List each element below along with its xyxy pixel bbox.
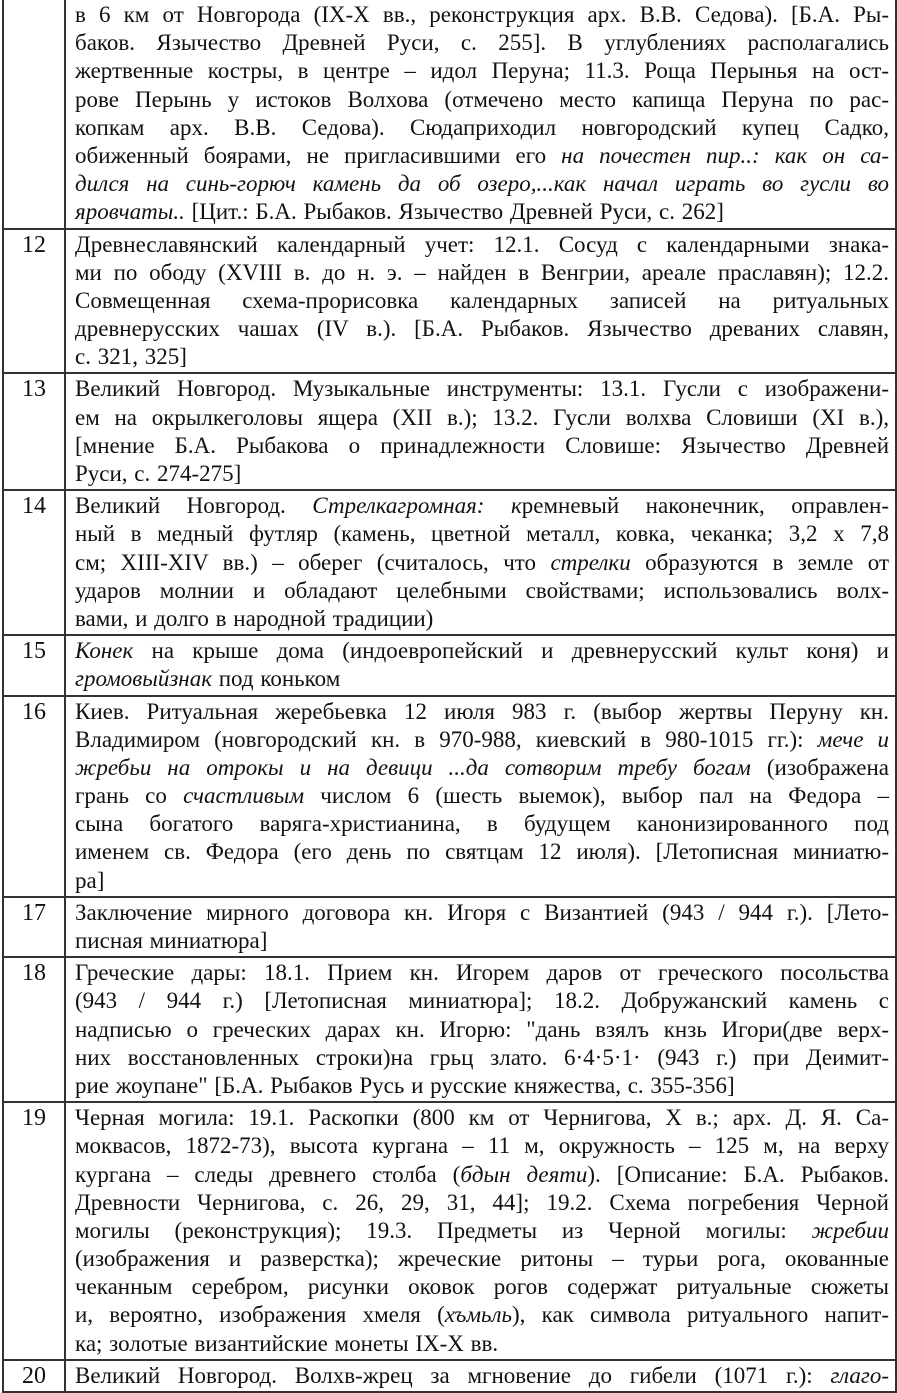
text-line [75, 142, 889, 170]
text-segment: Заключение мирного договора кн. Игоря с Византией (943 / 944 г.). [Лето- [75, 899, 889, 925]
text-segment: древнерусских чашах (IV в.). [Б.А. Рыбаков. Язычество древаних славян, [75, 316, 889, 342]
text-segment: жертвенные костры, в центре – идол Перуна; 11.3. Роща Перынья на ост- [75, 58, 889, 84]
text-segment: кургана – следы древнего столба ( [75, 1161, 461, 1187]
text-line [75, 1044, 889, 1072]
text-line [75, 343, 889, 371]
text-line [75, 1072, 889, 1100]
table-row [4, 0, 895, 230]
text-line [75, 1104, 889, 1132]
row-number-cell: 12 [4, 230, 66, 373]
text-line [75, 810, 889, 838]
text-segment: рове Перынь у истоков Волхова (отмечено место капища Перуна по рас- [75, 86, 889, 112]
text-line [75, 959, 889, 987]
row-description-cell [66, 697, 895, 896]
text-segment: могилы (реконструкция); 19.3. Предметы из Черной могилы: [75, 1217, 812, 1243]
text-segment: Владимиром (новгородский кн. в 970-988, киевский в 980-1015 гг.): [75, 726, 818, 752]
row-number-cell: 18 [4, 958, 66, 1101]
italic-text-segment: мече и [817, 726, 890, 752]
table-row [4, 636, 895, 696]
text-line [75, 198, 889, 226]
text-segment: Великий Новгород. Музыкальные инструменты: 13.1. Гусли с изображени- [75, 376, 889, 402]
text-segment: в 6 км от Новгорода (IX-X вв., реконструкция арх. В.В. Седова). [Б.А. Ры- [75, 2, 889, 27]
text-segment: Киев. Ритуальная жеребьевка 12 июля 983 г. (выбор жертвы Перуну кн. [75, 698, 889, 724]
table-row [4, 491, 895, 636]
text-segment: вами, и долго в народной традиции) [75, 605, 434, 631]
italic-text-segment: стрелки [550, 549, 631, 575]
text-line [75, 29, 889, 57]
row-description-cell [66, 1103, 895, 1359]
row-number-cell: 17 [4, 898, 66, 956]
text-line [75, 114, 889, 142]
italic-text-segment: хъмьль [444, 1302, 512, 1328]
text-segment: Совмещенная схема-прорисовка календарных записей на ритуальных [75, 287, 889, 313]
text-segment: рие жоупане" [Б.А. Рыбаков Русь и русские княжества, с. 355-356] [75, 1072, 735, 1098]
text-segment: (изображения и разверстка); жреческие ритоны – турьи рога, окованные [75, 1246, 889, 1272]
text-segment: (943 / 944 г.) [Летописная миниатюра]; 18.2. Добружанский камень с [75, 988, 889, 1014]
text-line [75, 1273, 889, 1301]
text-line [75, 927, 889, 955]
text-line [75, 838, 889, 866]
text-segment: с. 321, 325] [75, 344, 187, 370]
text-segment: Древности Чернигова, с. 26, 29, 31, 44]; 19.2. Схема погребения Черной [75, 1189, 889, 1215]
italic-text-segment: на почестен пир..: как он са- [561, 142, 889, 168]
italic-text-segment: глаго- [830, 1362, 889, 1388]
text-segment: Черная могила: 19.1. Раскопки (800 км от Чернигова, X в.; арх. Д. Я. Са- [75, 1105, 889, 1131]
text-segment: Великий Новгород. Волхв-жрец за мгновение до гибели (1071 г.): [75, 1362, 831, 1388]
text-segment: образуются в земле от [630, 549, 889, 575]
text-segment: них восстановленных строки)на грьц злато. 6·4·5·1· (943 г.) при Деимит- [75, 1044, 889, 1070]
text-line [75, 86, 889, 114]
text-segment: писная миниатюра] [75, 928, 268, 953]
text-segment: сына богатого варяга-христианина, в будущем канонизированного под [75, 811, 889, 837]
document-table [2, 0, 897, 1393]
row-description-cell [66, 374, 895, 489]
text-line [75, 726, 889, 754]
text-segment: ка; золотые византийские монеты IX-X вв. [75, 1330, 499, 1356]
italic-text-segment: громовыйзнак [75, 666, 212, 692]
text-segment: [мнение Б.А. Рыбакова о принадлежности Словише: Язычество Древней [75, 432, 889, 458]
text-line [75, 1, 889, 29]
text-segment: грань со [75, 783, 184, 809]
text-segment: обиженный боярами, не пригласившими его [75, 142, 562, 168]
text-line [75, 577, 889, 605]
text-segment: ра] [75, 867, 105, 893]
text-segment: ми по ободу (XVIII в. до н. э. – найден в Венгрии, ареале праславян); 12.2. [75, 259, 889, 285]
text-segment: на крыше дома (индоевропейский и древнерусский культ коня) и [133, 638, 889, 664]
text-line [75, 375, 889, 403]
text-segment: ный в медный футляр (камень, цветной металл, ковка, чеканка; 3,2 х 7,8 [75, 521, 889, 547]
text-segment: см; XIII-XIV вв.) – оберег (считалось, что [75, 549, 551, 575]
table-row [4, 898, 895, 958]
row-description-cell [66, 491, 895, 634]
italic-text-segment: Стрелкагромная: к [312, 493, 522, 519]
row-description-cell [66, 898, 895, 956]
text-line [75, 1161, 889, 1189]
text-line [75, 867, 889, 895]
text-line [75, 404, 889, 432]
text-line [75, 899, 889, 927]
text-segment: моквасов, 1872-73), высота кургана – 11 м, окружность – 125 м, на верху [75, 1133, 889, 1159]
text-line [75, 987, 889, 1015]
text-line [75, 170, 889, 198]
table-row [4, 697, 895, 898]
row-number-cell: 16 [4, 697, 66, 896]
text-line [75, 549, 889, 577]
text-line [75, 782, 889, 810]
text-line [75, 259, 889, 287]
text-segment: баков. Язычество Древней Руси, с. 255]. В углублениях располагались [75, 30, 889, 56]
text-line [75, 287, 889, 315]
italic-text-segment: дился на синь-горюч камень да об озеро,...как начал играть во гусли во [75, 171, 889, 197]
italic-text-segment: жребьи на отрокы и на девици ...да сотворим требу богам [75, 754, 751, 780]
text-segment: копкам арх. В.В. Седова). Сюдаприходил новгородский купец Садко, [75, 114, 889, 140]
italic-text-segment: счастливым [183, 783, 305, 809]
table-row [4, 958, 895, 1103]
text-line [75, 698, 889, 726]
table-row [4, 230, 895, 375]
row-description-cell [66, 0, 895, 228]
text-segment: под коньком [211, 666, 341, 692]
row-description-cell [66, 636, 895, 694]
text-segment: Великий Новгород. [75, 493, 313, 519]
text-line [75, 231, 889, 259]
text-line [75, 520, 889, 548]
text-line [75, 1330, 889, 1358]
text-line [75, 754, 889, 782]
text-line [75, 57, 889, 85]
text-segment: Греческие дары: 18.1. Прием кн. Игорем даров от греческого посольства [75, 960, 889, 986]
text-line [75, 460, 889, 488]
text-line [75, 432, 889, 460]
text-line [75, 1132, 889, 1160]
text-line [75, 1217, 889, 1245]
text-segment: [Цит.: Б.А. Рыбаков. Язычество Древней Руси, с. 262] [184, 199, 724, 225]
table-row [4, 1103, 895, 1361]
row-number-cell: 14 [4, 491, 66, 634]
text-line [75, 637, 889, 665]
text-segment: ремневый наконечник, оправлен- [521, 493, 889, 519]
table-row [4, 374, 895, 491]
text-segment: Руси, с. 274-275] [75, 461, 242, 486]
row-number-cell: 20 [4, 1361, 66, 1391]
row-number-cell [4, 0, 66, 228]
row-number-cell: 15 [4, 636, 66, 694]
row-description-cell [66, 958, 895, 1101]
text-segment: числом 6 (шесть выемок), выбор пал на Федора – [304, 783, 889, 809]
text-line [75, 1362, 889, 1390]
text-line [75, 1301, 889, 1329]
text-segment: и, вероятно, изображения хмеля ( [75, 1302, 445, 1328]
text-segment: ), как символа ритуального напит- [512, 1302, 889, 1328]
text-segment: ударов молнии и обладают целебными свойствами; использовались волх- [75, 577, 889, 603]
table-row [4, 1361, 895, 1393]
text-line [75, 492, 889, 520]
italic-text-segment: яровчаты.. [75, 199, 185, 225]
row-number-cell: 13 [4, 374, 66, 489]
italic-text-segment: Конек [75, 638, 134, 664]
text-segment: чеканным серебром, рисунки оковок рогов содержат ритуальные сюжеты [75, 1274, 889, 1300]
italic-text-segment: жребии [811, 1217, 889, 1243]
text-line [75, 605, 889, 633]
row-description-cell [66, 230, 895, 373]
text-segment: Древнеславянский календарный учет: 12.1. Сосуд с календарными знака- [75, 231, 889, 257]
text-segment: именем св. Федора (его день по святцам 12 июля). [Летописная миниатю- [75, 839, 889, 865]
text-line [75, 665, 889, 693]
text-line [75, 315, 889, 343]
row-description-cell [66, 1361, 895, 1391]
text-segment: надписью о греческих дарах кн. Игорю: "дань взялъ кнзь Игори(две верх- [75, 1016, 889, 1042]
text-line [75, 1189, 889, 1217]
text-segment: ). [Описание: Б.А. Рыбаков. [587, 1161, 889, 1187]
text-segment: ем на окрылкеголовы ящера (XII в.); 13.2. Гусли волхва Словиши (XI в.), [75, 404, 889, 430]
text-line [75, 1016, 889, 1044]
text-line [75, 1245, 889, 1273]
row-number-cell: 19 [4, 1103, 66, 1359]
text-segment: (изображена [750, 754, 889, 780]
italic-text-segment: бдын деяти [460, 1161, 588, 1187]
